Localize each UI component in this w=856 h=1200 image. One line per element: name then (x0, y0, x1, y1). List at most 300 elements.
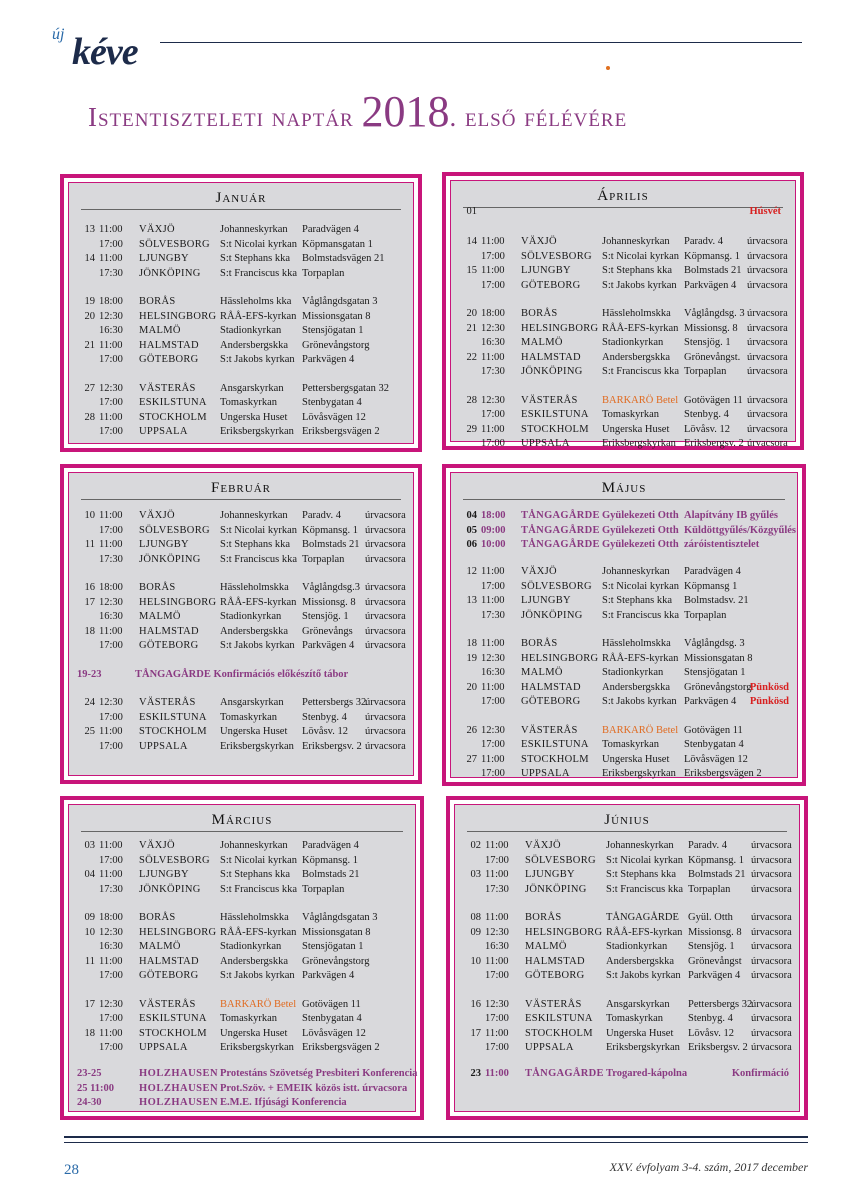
row-note: úrvacsora (747, 236, 788, 247)
row-church: Ungerska Huset (602, 423, 670, 435)
row-church: Ansgarskyrkan (220, 382, 284, 394)
row-note: úrvacsora (751, 998, 792, 1010)
row-day: 14 (84, 253, 95, 264)
row-address: Bolmstads 21 (302, 539, 360, 550)
row-address: Köpmansgatan 1 (302, 238, 373, 250)
schedule-row (69, 911, 415, 925)
row-day: 17 (470, 1027, 481, 1039)
schedule-row (69, 524, 413, 538)
row-city: BORÅS (521, 308, 558, 319)
row-day: 17 (84, 998, 95, 1010)
row-address: Bolmstadsvägen 21 (302, 253, 385, 264)
schedule-row (69, 639, 413, 653)
schedule-row (69, 969, 415, 983)
row-address: Paradvägen 4 (302, 224, 359, 235)
row-city: SÖLVESBORG (139, 854, 210, 866)
row-address: Lövåsvägen 12 (684, 753, 748, 765)
row-church: S:t Nicolai kyrkan (220, 238, 297, 250)
row-city: LJUNGBY (139, 253, 189, 264)
row-city: HALMSTAD (521, 681, 581, 693)
row-city: MALMÖ (139, 325, 181, 336)
footer-rule-thin (64, 1142, 808, 1143)
row-city: LJUNGBY (139, 539, 189, 550)
row-church: S:t Nicolai kyrkan (220, 854, 297, 866)
row-city: HELSINGBORG (139, 310, 217, 322)
row-time: 12:30 (485, 926, 509, 938)
row-time: 16:30 (481, 337, 505, 348)
row-day: 12 (466, 566, 477, 577)
schedule-row (69, 411, 413, 425)
row-time: 17:00 (481, 279, 505, 291)
row-time: 17:00 (99, 426, 123, 437)
row-address: Paradv. 4 (302, 510, 341, 521)
row-city: VÄXJÖ (521, 566, 557, 577)
row-city: SÖLVESBORG (139, 524, 210, 536)
row-church: Andersbergskka (220, 955, 289, 967)
row-city: VÄSTERÅS (521, 394, 578, 406)
row-city: VÄXJÖ (521, 236, 557, 247)
row-time: 11:00 (99, 411, 123, 423)
row-church: Hässleholmskka (602, 308, 671, 319)
row-church: Trogared-kápolna (606, 1068, 688, 1079)
schedule-row-event (451, 538, 797, 552)
schedule-row (451, 235, 795, 249)
schedule-row (451, 565, 797, 579)
row-city: BORÅS (139, 912, 176, 923)
row-city: VÄXJÖ (139, 840, 175, 851)
page-title (88, 86, 788, 140)
row-day: 10 (84, 926, 95, 938)
schedule-row (69, 1027, 415, 1041)
row-address: Torpaplan (302, 553, 345, 565)
row-time: 17:00 (485, 970, 509, 981)
row-day: 20 (84, 310, 95, 322)
row-city: JÖNKÖPING (139, 267, 201, 279)
schedule-row (69, 267, 413, 281)
row-time: 12:30 (481, 394, 505, 406)
row-time: 18:00 (99, 912, 123, 923)
row-city: GÖTEBORG (139, 970, 199, 981)
row-church: S:t Stephans kka (606, 869, 676, 880)
row-address: Bolmstads 21 (684, 265, 742, 276)
row-church: Johanneskyrkan (220, 840, 288, 851)
row-time: 17:00 (99, 740, 123, 752)
row-time: 17:30 (481, 609, 505, 621)
schedule-row (451, 394, 795, 408)
row-time: 16:30 (481, 667, 505, 678)
schedule-row (451, 336, 795, 350)
row-day: 03 (470, 869, 481, 880)
schedule-row (69, 538, 413, 552)
row-church: Ansgarskyrkan (220, 697, 284, 708)
row-event: záróistentisztelet (684, 539, 760, 550)
schedule-row (451, 767, 797, 781)
row-day: 15 (466, 265, 477, 276)
row-church: S:t Nicolai kyrkan (606, 854, 683, 866)
row-city: HALMSTAD (525, 955, 585, 967)
schedule-row (455, 1041, 799, 1055)
row-note: úrvacsora (751, 955, 792, 967)
schedule-row (455, 854, 799, 868)
row-day: 28 (84, 411, 95, 423)
schedule-row (69, 581, 413, 595)
schedule-row (451, 666, 797, 680)
row-address: Pettersbergsgatan 32 (302, 382, 389, 394)
row-address: Stenbygatan 4 (684, 739, 744, 750)
row-church: Stadionkyrkan (220, 611, 282, 622)
row-time: 11:00 (99, 869, 123, 880)
row-address: Köpmansg. 1 (302, 854, 358, 866)
row-event: Protestáns Szövetség Presbiteri Konferencia (220, 1068, 418, 1079)
row-day: 14 (466, 236, 477, 247)
row-event: Küldöttgyűlés/Közgyűlés (684, 524, 797, 536)
row-address: Lövåsv. 12 (684, 423, 730, 435)
row-day: 01 (466, 206, 477, 217)
row-time: 11:00 (485, 840, 509, 851)
row-time: 11:00 (485, 1068, 509, 1079)
row-time: 17:00 (99, 354, 123, 365)
row-note: úrvacsora (747, 438, 788, 449)
row-note: úrvacsora (365, 596, 406, 608)
schedule-row (451, 264, 795, 278)
row-church: Hässleholmskka (220, 582, 289, 593)
row-place: HOLZHAUSEN (139, 1068, 219, 1079)
row-address: Stenbyg. 4 (688, 1013, 733, 1024)
row-city: VÄSTERÅS (139, 382, 196, 394)
schedule-row-event (451, 524, 797, 538)
schedule-row (451, 637, 797, 651)
month-box-junius (446, 796, 808, 1120)
row-city: JÖNKÖPING (139, 883, 201, 895)
row-address: Torpaplan (302, 267, 345, 279)
schedule-row (69, 425, 413, 439)
row-day: 10 (84, 510, 95, 521)
row-address: Torpaplan (684, 609, 727, 621)
row-day: 04 (466, 510, 477, 521)
row-day: 13 (84, 224, 95, 235)
row-city: SÖLVESBORG (521, 250, 592, 262)
row-city: MALMÖ (139, 941, 181, 952)
row-time: 11:00 (481, 595, 505, 606)
row-church: Tomaskyrkan (220, 397, 278, 408)
schedule-row (69, 839, 415, 853)
row-church: S:t Franciscus kka (220, 553, 297, 565)
row-day: 24 (84, 697, 95, 708)
row-address: Våglångdsgatan 3 (302, 912, 378, 923)
row-city: STOCKHOLM (525, 1027, 593, 1039)
schedule-row (451, 681, 797, 695)
row-church: Ansgarskyrkan (606, 998, 670, 1010)
row-church: S:t Jakobs kyrkan (220, 354, 295, 365)
schedule-row (69, 324, 413, 338)
event-row (69, 1082, 415, 1096)
row-time: 12:30 (99, 596, 123, 608)
row-church: Stadionkyrkan (602, 337, 664, 348)
row-note: úrvacsora (751, 840, 792, 851)
row-address: Grönevångstorg (302, 339, 370, 351)
schedule-row (69, 725, 413, 739)
row-time: 17:00 (99, 1013, 123, 1024)
row-note: úrvacsora (365, 640, 406, 651)
row-address: Paradvägen 4 (684, 566, 741, 577)
row-time: 17:30 (99, 883, 123, 895)
row-church: Andersbergskka (220, 625, 289, 637)
schedule-row (451, 351, 795, 365)
row-note: úrvacsora (747, 423, 788, 435)
row-address: Missionsg. 8 (684, 322, 738, 334)
row-place: HOLZHAUSEN (139, 1082, 219, 1094)
row-time: 11:00 (99, 1027, 123, 1039)
schedule-row (451, 307, 795, 321)
row-time: 17:00 (481, 696, 505, 707)
row-city: UPPSALA (525, 1042, 574, 1053)
schedule-row (451, 322, 795, 336)
schedule-row (455, 883, 799, 897)
row-time: 17:00 (99, 524, 123, 536)
row-city: ESKILSTUNA (139, 711, 207, 723)
row-address: Eriksbergsv. 2 (302, 740, 362, 752)
month-box-marcius (60, 796, 424, 1120)
row-time: 11:00 (485, 955, 509, 967)
row-city: HALMSTAD (139, 625, 199, 637)
row-city: UPPSALA (521, 768, 570, 779)
row-time: 17:00 (481, 438, 505, 449)
row-time: 16:30 (99, 611, 123, 622)
logo-uj-text: új (52, 26, 65, 43)
row-address: Eriksbergsvägen 2 (302, 1042, 380, 1053)
row-church: RÅÅ-EFS-kyrkan (606, 926, 683, 938)
schedule-row-event (451, 509, 797, 523)
row-church: Gyülekezeti Otth (602, 539, 679, 550)
row-church: Johanneskyrkan (220, 224, 288, 235)
row-church: S:t Nicolai kyrkan (602, 580, 679, 592)
schedule-row (455, 940, 799, 954)
header-rule (160, 42, 802, 43)
row-day: 08 (470, 912, 481, 923)
row-address: Parkvägen 4 (684, 279, 737, 291)
row-time: 11:00 (99, 224, 123, 235)
schedule-row (69, 883, 415, 897)
schedule-row (69, 509, 413, 523)
row-time: 12:30 (481, 652, 505, 664)
row-address: Grönevångs (302, 625, 353, 637)
row-address: Missionsg. 8 (688, 926, 742, 938)
row-city: BORÅS (525, 912, 562, 923)
row-church: RÅÅ-EFS-kyrkan (220, 926, 297, 938)
row-address: Torpaplan (688, 883, 731, 895)
row-time: 17:30 (481, 366, 505, 377)
row-time: 12:30 (99, 926, 123, 938)
row-address: Stensjögatan 1 (302, 941, 364, 952)
row-church: S:t Stephans kka (602, 265, 672, 276)
schedule-row (69, 740, 413, 754)
row-time: 17:00 (485, 1013, 509, 1024)
schedule-row (69, 696, 413, 710)
row-day: 05 (466, 524, 477, 536)
header-dot (606, 66, 610, 70)
row-address: Lövåsvägen 12 (302, 411, 366, 423)
row-address: Köpmansg. 1 (688, 854, 744, 866)
row-note: úrvacsora (747, 351, 788, 363)
row-address: Grönevångst. (684, 351, 741, 363)
row-city: GÖTEBORG (521, 696, 581, 707)
row-address: Parkvägen 4 (302, 354, 355, 365)
title-part1: Istentiszteleti naptár (88, 102, 362, 132)
row-address: Torpaplan (302, 883, 345, 895)
row-church: Andersbergskka (220, 339, 289, 351)
row-city: ESKILSTUNA (525, 1013, 593, 1024)
event-row (69, 1067, 418, 1081)
row-event: E.M.E. Ifjúsági Konferencia (220, 1097, 347, 1108)
schedule-row (451, 423, 795, 437)
schedule-row (69, 252, 413, 266)
row-address: Våglångdsg.3 (302, 582, 361, 593)
row-time: 12:30 (99, 998, 123, 1010)
row-church: Ungerska Huset (602, 753, 670, 765)
row-time: 12:30 (481, 322, 505, 334)
schedule-row (455, 839, 799, 853)
row-church: S:t Jakobs kyrkan (220, 970, 295, 981)
row-city: UPPSALA (139, 426, 188, 437)
row-church: Tomaskyrkan (602, 409, 660, 420)
row-address: Pettersbergs 32 (302, 697, 367, 708)
row-day: 18 (466, 638, 477, 649)
schedule-row (69, 926, 415, 940)
row-city: MALMÖ (525, 941, 567, 952)
row-address: Köpmansg. 1 (302, 524, 358, 536)
row-city: GÖTEBORG (139, 354, 199, 365)
row-city: HALMSTAD (521, 351, 581, 363)
row-church: S:t Franciscus kka (606, 883, 683, 895)
schedule-row (69, 553, 413, 567)
row-address: Köpmansg 1 (684, 580, 738, 592)
row-city: TÅNGAGÅRDE (521, 510, 600, 521)
row-church: Ungerska Huset (220, 411, 288, 423)
row-city: STOCKHOLM (139, 726, 207, 737)
row-church: Tomaskyrkan (606, 1013, 664, 1024)
row-address: Gotövägen 11 (302, 998, 361, 1010)
row-church: Tomaskyrkan (220, 1013, 278, 1024)
schedule-row (451, 609, 797, 623)
row-time: 11:00 (99, 253, 123, 264)
row-place: HOLZHAUSEN (139, 1097, 219, 1108)
row-address: Stensjögatan 1 (302, 325, 364, 336)
row-church: Stadionkyrkan (220, 325, 282, 336)
row-day: 09 (84, 912, 95, 923)
row-time: 18:00 (481, 308, 505, 319)
row-time: 18:00 (99, 582, 123, 593)
schedule-row (69, 339, 413, 353)
row-city: STOCKHOLM (139, 1027, 207, 1039)
row-time: 17:00 (99, 640, 123, 651)
row-city: HELSINGBORG (139, 596, 217, 608)
schedule-row (69, 295, 413, 309)
schedule-row (451, 365, 795, 379)
logo-keve-text: kéve (72, 31, 138, 73)
row-church: Andersbergskka (602, 351, 671, 363)
row-church: Gyülekezeti Otth (602, 510, 679, 521)
row-city: HALMSTAD (139, 339, 199, 351)
row-time: 17:00 (99, 970, 123, 981)
row-time: 12:30 (99, 310, 123, 322)
row-city: JÖNKÖPING (139, 553, 201, 565)
schedule-row (455, 1012, 799, 1026)
schedule-row-event (455, 1067, 799, 1081)
row-time: 11:00 (99, 539, 123, 550)
row-note: úrvacsora (365, 697, 406, 708)
row-address: Stensjög. 1 (684, 337, 731, 348)
row-day: 10 (470, 955, 481, 967)
row-city: JÖNKÖPING (521, 366, 583, 377)
row-address: Stenbygatan 4 (302, 397, 362, 408)
footer-rule (64, 1136, 808, 1138)
row-day: 19 (84, 296, 95, 307)
schedule-row (69, 668, 413, 682)
schedule-row (451, 724, 797, 738)
title-year: 2018 (361, 87, 450, 136)
row-city: VÄSTERÅS (525, 998, 582, 1010)
row-address: Gyül. Otth (688, 912, 733, 923)
row-church: S:t Franciscus kka (220, 883, 297, 895)
row-church: Hässleholmskka (220, 912, 289, 923)
row-church: Hässleholms kka (220, 296, 292, 307)
row-church: Gyülekezeti Otth (602, 524, 679, 536)
row-city: ESKILSTUNA (139, 397, 207, 408)
row-church: Eriksbergskyrkan (220, 426, 294, 437)
row-event: Prot.Szöv. + EMEIK közös istt. úrvacsora (220, 1082, 408, 1094)
row-address: Lövåsv. 12 (688, 1027, 734, 1039)
event-row (69, 1096, 415, 1110)
row-church: S:t Stephans kka (220, 253, 290, 264)
row-event: Alapítvány IB gyűlés (684, 510, 778, 521)
row-church: S:t Jakobs kyrkan (220, 640, 295, 651)
row-time: 17:00 (99, 711, 123, 723)
row-city: JÖNKÖPING (521, 609, 583, 621)
row-note: úrvacsora (747, 279, 788, 291)
row-address: Köpmansg. 1 (684, 250, 740, 262)
row-day: 19 (466, 652, 477, 664)
row-city: HELSINGBORG (521, 322, 599, 334)
row-day: 06 (466, 539, 477, 550)
row-address: Stenbyg. 4 (684, 409, 729, 420)
row-day: 28 (466, 394, 477, 406)
row-address: Parkvägen 4 (302, 970, 355, 981)
row-address: Eriksbergsv. 2 (684, 438, 744, 449)
row-note: úrvacsora (751, 854, 792, 866)
row-city: VÄXJÖ (525, 840, 561, 851)
row-church: RÅÅ-EFS-kyrkan (220, 310, 297, 322)
row-church: Johanneskyrkan (220, 510, 288, 521)
row-time: 11:00 (485, 1027, 509, 1039)
row-note: úrvacsora (751, 1027, 792, 1039)
month-title: Március (211, 812, 273, 828)
row-city: ESKILSTUNA (139, 1013, 207, 1024)
schedule-row (69, 625, 413, 639)
row-time: 11:00 (99, 840, 123, 851)
row-city: HELSINGBORG (521, 652, 599, 664)
row-address: Stensjög. 1 (302, 611, 349, 622)
row-city: TÅNGAGÅRDE (521, 539, 600, 550)
schedule-row (455, 955, 799, 969)
month-title: Május (601, 480, 647, 496)
row-city: TÅNGAGÅRDE (521, 524, 600, 536)
row-city: STOCKHOLM (139, 411, 207, 423)
page-number: 28 (64, 1162, 79, 1178)
month-box-aprilis (442, 172, 804, 450)
row-time: 17:00 (99, 854, 123, 866)
row-city: HELSINGBORG (139, 926, 217, 938)
row-church: S:t Jakobs kyrkan (606, 970, 681, 981)
